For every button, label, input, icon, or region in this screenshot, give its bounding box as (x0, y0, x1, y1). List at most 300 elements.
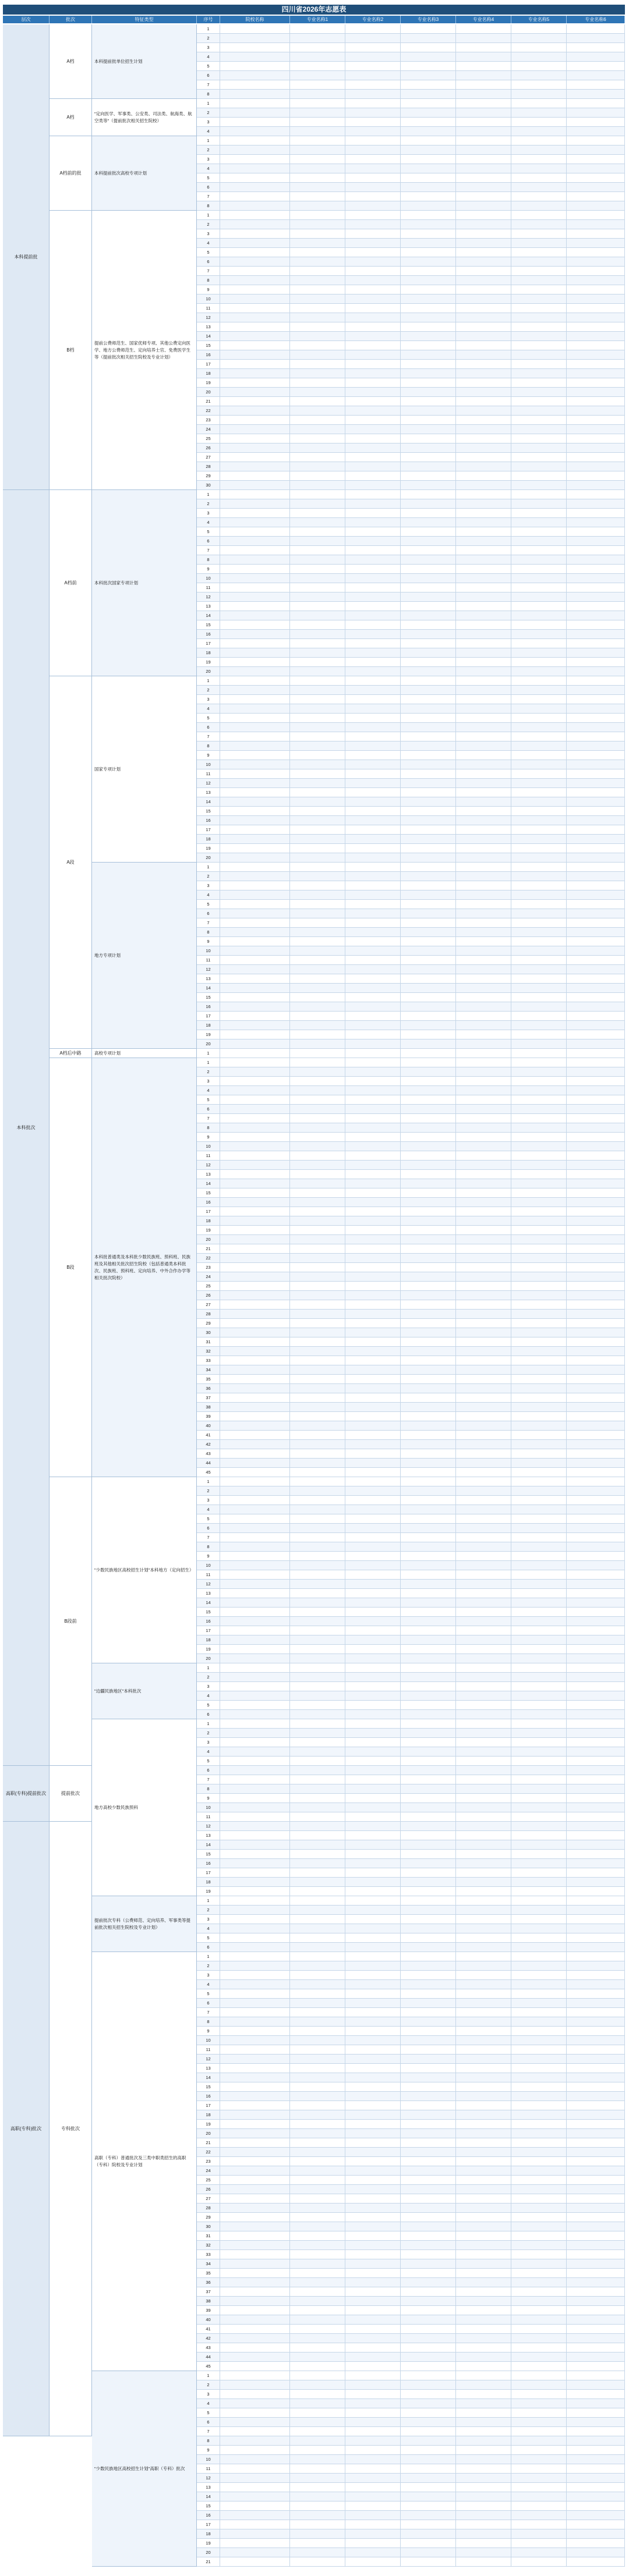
major-name-input[interactable] (401, 1915, 456, 1924)
major-name-input[interactable] (290, 2511, 345, 2520)
major-name-input[interactable] (456, 2483, 511, 2492)
major-name-input[interactable] (511, 2176, 567, 2184)
major-name-input[interactable] (567, 527, 625, 536)
major-name-input[interactable] (511, 1347, 567, 1356)
major-name-input[interactable] (345, 1188, 401, 1197)
school-name-input[interactable] (220, 2315, 290, 2324)
school-name-input[interactable] (220, 34, 290, 42)
major-name-input[interactable] (401, 1561, 456, 1570)
major-name-input[interactable] (290, 1859, 345, 1868)
major-name-input[interactable] (290, 1030, 345, 1039)
major-name-input[interactable] (456, 1375, 511, 1383)
major-name-input[interactable] (567, 574, 625, 583)
major-name-input[interactable] (290, 1095, 345, 1104)
major-name-input[interactable] (567, 2269, 625, 2277)
major-name-input[interactable] (456, 1729, 511, 1737)
major-name-input[interactable] (345, 630, 401, 638)
major-name-input[interactable] (456, 2455, 511, 2464)
major-name-input[interactable] (456, 2325, 511, 2333)
major-name-input[interactable] (511, 695, 567, 704)
major-name-input[interactable] (567, 723, 625, 732)
major-name-input[interactable] (401, 1999, 456, 2007)
major-name-input[interactable] (401, 620, 456, 629)
major-name-input[interactable] (290, 1673, 345, 1681)
major-name-input[interactable] (345, 1933, 401, 1942)
major-name-input[interactable] (567, 229, 625, 238)
major-name-input[interactable] (401, 443, 456, 452)
major-name-input[interactable] (401, 239, 456, 247)
major-name-input[interactable] (345, 2502, 401, 2510)
school-name-input[interactable] (220, 2390, 290, 2398)
major-name-input[interactable] (511, 2427, 567, 2436)
school-name-input[interactable] (220, 1235, 290, 1244)
major-name-input[interactable] (290, 1533, 345, 1542)
major-name-input[interactable] (345, 993, 401, 1002)
major-name-input[interactable] (290, 1319, 345, 1328)
major-name-input[interactable] (401, 2455, 456, 2464)
major-name-input[interactable] (401, 2241, 456, 2249)
major-name-input[interactable] (290, 844, 345, 853)
major-name-input[interactable] (401, 304, 456, 313)
major-name-input[interactable] (567, 1878, 625, 1886)
major-name-input[interactable] (567, 1347, 625, 1356)
major-name-input[interactable] (290, 2334, 345, 2343)
major-name-input[interactable] (345, 816, 401, 825)
major-name-input[interactable] (456, 853, 511, 862)
major-name-input[interactable] (290, 490, 345, 499)
major-name-input[interactable] (456, 2399, 511, 2408)
major-name-input[interactable] (567, 2287, 625, 2296)
major-name-input[interactable] (456, 2120, 511, 2128)
major-name-input[interactable] (290, 816, 345, 825)
major-name-input[interactable] (290, 2343, 345, 2352)
major-name-input[interactable] (401, 1300, 456, 1309)
major-name-input[interactable] (511, 481, 567, 489)
major-name-input[interactable] (345, 2427, 401, 2436)
major-name-input[interactable] (401, 1924, 456, 1933)
school-name-input[interactable] (220, 1533, 290, 1542)
school-name-input[interactable] (220, 2297, 290, 2305)
major-name-input[interactable] (567, 1058, 625, 1067)
major-name-input[interactable] (456, 797, 511, 806)
school-name-input[interactable] (220, 853, 290, 862)
major-name-input[interactable] (511, 583, 567, 592)
major-name-input[interactable] (567, 499, 625, 508)
school-name-input[interactable] (220, 1337, 290, 1346)
major-name-input[interactable] (345, 2194, 401, 2203)
major-name-input[interactable] (456, 2287, 511, 2296)
major-name-input[interactable] (290, 2464, 345, 2473)
major-name-input[interactable] (511, 611, 567, 620)
major-name-input[interactable] (345, 853, 401, 862)
major-name-input[interactable] (290, 1691, 345, 1700)
major-name-input[interactable] (401, 1887, 456, 1896)
major-name-input[interactable] (456, 1626, 511, 1635)
major-name-input[interactable] (401, 294, 456, 303)
major-name-input[interactable] (290, 80, 345, 89)
major-name-input[interactable] (511, 1580, 567, 1588)
major-name-input[interactable] (345, 732, 401, 741)
major-name-input[interactable] (345, 1486, 401, 1495)
major-name-input[interactable] (567, 239, 625, 247)
major-name-input[interactable] (567, 443, 625, 452)
major-name-input[interactable] (401, 807, 456, 815)
major-name-input[interactable] (290, 1365, 345, 1374)
major-name-input[interactable] (456, 388, 511, 396)
major-name-input[interactable] (567, 2399, 625, 2408)
major-name-input[interactable] (345, 946, 401, 955)
major-name-input[interactable] (290, 574, 345, 583)
major-name-input[interactable] (345, 1021, 401, 1030)
major-name-input[interactable] (290, 1496, 345, 1505)
major-name-input[interactable] (567, 909, 625, 918)
major-name-input[interactable] (511, 341, 567, 350)
major-name-input[interactable] (456, 211, 511, 219)
major-name-input[interactable] (401, 1459, 456, 1467)
school-name-input[interactable] (220, 1561, 290, 1570)
major-name-input[interactable] (290, 546, 345, 555)
major-name-input[interactable] (511, 1775, 567, 1784)
major-name-input[interactable] (456, 1822, 511, 1830)
school-name-input[interactable] (220, 546, 290, 555)
major-name-input[interactable] (401, 108, 456, 117)
major-name-input[interactable] (511, 1906, 567, 1914)
major-name-input[interactable] (567, 620, 625, 629)
major-name-input[interactable] (456, 1794, 511, 1803)
major-name-input[interactable] (456, 1812, 511, 1821)
major-name-input[interactable] (567, 639, 625, 648)
major-name-input[interactable] (401, 1514, 456, 1523)
major-name-input[interactable] (511, 1729, 567, 1737)
major-name-input[interactable] (567, 1868, 625, 1877)
major-name-input[interactable] (401, 1691, 456, 1700)
major-name-input[interactable] (345, 779, 401, 787)
major-name-input[interactable] (401, 2483, 456, 2492)
major-name-input[interactable] (567, 1207, 625, 1216)
major-name-input[interactable] (345, 1691, 401, 1700)
major-name-input[interactable] (456, 90, 511, 98)
school-name-input[interactable] (220, 2399, 290, 2408)
major-name-input[interactable] (290, 686, 345, 694)
major-name-input[interactable] (456, 2027, 511, 2035)
major-name-input[interactable] (511, 397, 567, 406)
major-name-input[interactable] (401, 602, 456, 611)
major-name-input[interactable] (345, 974, 401, 983)
major-name-input[interactable] (401, 1635, 456, 1644)
major-name-input[interactable] (401, 1067, 456, 1076)
major-name-input[interactable] (567, 630, 625, 638)
major-name-input[interactable] (345, 43, 401, 52)
major-name-input[interactable] (290, 863, 345, 871)
major-name-input[interactable] (401, 2557, 456, 2566)
major-name-input[interactable] (511, 639, 567, 648)
school-name-input[interactable] (220, 1440, 290, 1449)
major-name-input[interactable] (456, 1552, 511, 1560)
major-name-input[interactable] (567, 2343, 625, 2352)
major-name-input[interactable] (290, 2390, 345, 2398)
major-name-input[interactable] (345, 220, 401, 229)
major-name-input[interactable] (401, 918, 456, 927)
major-name-input[interactable] (456, 108, 511, 117)
major-name-input[interactable] (456, 1570, 511, 1579)
major-name-input[interactable] (456, 322, 511, 331)
school-name-input[interactable] (220, 2306, 290, 2315)
major-name-input[interactable] (401, 90, 456, 98)
major-name-input[interactable] (290, 928, 345, 936)
major-name-input[interactable] (511, 574, 567, 583)
school-name-input[interactable] (220, 732, 290, 741)
major-name-input[interactable] (290, 1347, 345, 1356)
major-name-input[interactable] (567, 322, 625, 331)
school-name-input[interactable] (220, 583, 290, 592)
major-name-input[interactable] (456, 285, 511, 294)
major-name-input[interactable] (511, 807, 567, 815)
major-name-input[interactable] (290, 1002, 345, 1011)
school-name-input[interactable] (220, 2120, 290, 2128)
school-name-input[interactable] (220, 1608, 290, 1616)
major-name-input[interactable] (567, 1552, 625, 1560)
major-name-input[interactable] (567, 1114, 625, 1123)
major-name-input[interactable] (345, 2520, 401, 2529)
major-name-input[interactable] (345, 1766, 401, 1775)
school-name-input[interactable] (220, 118, 290, 126)
major-name-input[interactable] (456, 2502, 511, 2510)
major-name-input[interactable] (401, 1766, 456, 1775)
major-name-input[interactable] (401, 2101, 456, 2110)
major-name-input[interactable] (401, 2529, 456, 2538)
major-name-input[interactable] (511, 1244, 567, 1253)
major-name-input[interactable] (456, 2222, 511, 2231)
major-name-input[interactable] (401, 2250, 456, 2259)
major-name-input[interactable] (456, 2390, 511, 2398)
major-name-input[interactable] (290, 676, 345, 685)
major-name-input[interactable] (511, 620, 567, 629)
major-name-input[interactable] (345, 2455, 401, 2464)
major-name-input[interactable] (345, 341, 401, 350)
major-name-input[interactable] (567, 537, 625, 545)
major-name-input[interactable] (567, 1282, 625, 1290)
major-name-input[interactable] (511, 1812, 567, 1821)
major-name-input[interactable] (401, 2259, 456, 2268)
major-name-input[interactable] (511, 2529, 567, 2538)
major-name-input[interactable] (290, 881, 345, 890)
major-name-input[interactable] (345, 807, 401, 815)
major-name-input[interactable] (345, 2092, 401, 2100)
major-name-input[interactable] (511, 546, 567, 555)
major-name-input[interactable] (401, 499, 456, 508)
major-name-input[interactable] (345, 2120, 401, 2128)
major-name-input[interactable] (456, 276, 511, 285)
school-name-input[interactable] (220, 267, 290, 275)
major-name-input[interactable] (456, 1896, 511, 1905)
school-name-input[interactable] (220, 2250, 290, 2259)
major-name-input[interactable] (456, 2064, 511, 2073)
major-name-input[interactable] (345, 1449, 401, 1458)
major-name-input[interactable] (345, 2436, 401, 2445)
school-name-input[interactable] (220, 1291, 290, 1300)
major-name-input[interactable] (401, 1533, 456, 1542)
major-name-input[interactable] (345, 667, 401, 676)
major-name-input[interactable] (567, 2194, 625, 2203)
school-name-input[interactable] (220, 1654, 290, 1663)
major-name-input[interactable] (511, 1002, 567, 1011)
major-name-input[interactable] (511, 2511, 567, 2520)
school-name-input[interactable] (220, 704, 290, 713)
major-name-input[interactable] (456, 2166, 511, 2175)
major-name-input[interactable] (401, 2185, 456, 2194)
major-name-input[interactable] (567, 1645, 625, 1654)
major-name-input[interactable] (345, 1049, 401, 1058)
major-name-input[interactable] (290, 1822, 345, 1830)
major-name-input[interactable] (456, 62, 511, 70)
major-name-input[interactable] (511, 1496, 567, 1505)
major-name-input[interactable] (290, 1039, 345, 1048)
major-name-input[interactable] (456, 1654, 511, 1663)
major-name-input[interactable] (511, 1179, 567, 1188)
school-name-input[interactable] (220, 918, 290, 927)
major-name-input[interactable] (345, 1822, 401, 1830)
major-name-input[interactable] (456, 1580, 511, 1588)
major-name-input[interactable] (567, 1077, 625, 1085)
major-name-input[interactable] (511, 462, 567, 471)
major-name-input[interactable] (511, 797, 567, 806)
major-name-input[interactable] (401, 835, 456, 843)
major-name-input[interactable] (511, 816, 567, 825)
major-name-input[interactable] (345, 1701, 401, 1709)
major-name-input[interactable] (567, 1952, 625, 1961)
school-name-input[interactable] (220, 1254, 290, 1262)
major-name-input[interactable] (511, 518, 567, 527)
major-name-input[interactable] (290, 1459, 345, 1467)
major-name-input[interactable] (456, 1971, 511, 1979)
major-name-input[interactable] (511, 2204, 567, 2212)
major-name-input[interactable] (290, 118, 345, 126)
school-name-input[interactable] (220, 844, 290, 853)
major-name-input[interactable] (567, 416, 625, 424)
school-name-input[interactable] (220, 443, 290, 452)
major-name-input[interactable] (401, 909, 456, 918)
major-name-input[interactable] (567, 1105, 625, 1113)
school-name-input[interactable] (220, 2353, 290, 2361)
school-name-input[interactable] (220, 2502, 290, 2510)
major-name-input[interactable] (345, 2055, 401, 2063)
major-name-input[interactable] (511, 1738, 567, 1747)
major-name-input[interactable] (290, 2194, 345, 2203)
major-name-input[interactable] (290, 2241, 345, 2249)
major-name-input[interactable] (401, 276, 456, 285)
major-name-input[interactable] (401, 2231, 456, 2240)
major-name-input[interactable] (511, 2166, 567, 2175)
school-name-input[interactable] (220, 1961, 290, 1970)
major-name-input[interactable] (345, 360, 401, 368)
major-name-input[interactable] (567, 565, 625, 573)
major-name-input[interactable] (290, 2287, 345, 2296)
major-name-input[interactable] (511, 1552, 567, 1560)
school-name-input[interactable] (220, 2036, 290, 2045)
major-name-input[interactable] (345, 2446, 401, 2454)
major-name-input[interactable] (567, 2427, 625, 2436)
major-name-input[interactable] (290, 62, 345, 70)
school-name-input[interactable] (220, 1766, 290, 1775)
major-name-input[interactable] (511, 118, 567, 126)
school-name-input[interactable] (220, 1412, 290, 1421)
major-name-input[interactable] (511, 2334, 567, 2343)
school-name-input[interactable] (220, 1356, 290, 1365)
school-name-input[interactable] (220, 1030, 290, 1039)
major-name-input[interactable] (345, 294, 401, 303)
major-name-input[interactable] (290, 537, 345, 545)
major-name-input[interactable] (345, 1505, 401, 1514)
major-name-input[interactable] (401, 1347, 456, 1356)
major-name-input[interactable] (290, 1412, 345, 1421)
major-name-input[interactable] (567, 1933, 625, 1942)
major-name-input[interactable] (511, 1412, 567, 1421)
major-name-input[interactable] (401, 1263, 456, 1272)
major-name-input[interactable] (345, 723, 401, 732)
major-name-input[interactable] (290, 1207, 345, 1216)
major-name-input[interactable] (511, 1598, 567, 1607)
major-name-input[interactable] (567, 1729, 625, 1737)
school-name-input[interactable] (220, 872, 290, 881)
major-name-input[interactable] (401, 2194, 456, 2203)
major-name-input[interactable] (456, 937, 511, 946)
major-name-input[interactable] (456, 1831, 511, 1840)
major-name-input[interactable] (511, 1449, 567, 1458)
major-name-input[interactable] (345, 2008, 401, 2017)
school-name-input[interactable] (220, 1673, 290, 1681)
major-name-input[interactable] (456, 2176, 511, 2184)
major-name-input[interactable] (401, 1878, 456, 1886)
school-name-input[interactable] (220, 1580, 290, 1588)
major-name-input[interactable] (567, 918, 625, 927)
major-name-input[interactable] (511, 425, 567, 434)
major-name-input[interactable] (290, 984, 345, 992)
major-name-input[interactable] (290, 2110, 345, 2119)
major-name-input[interactable] (401, 1719, 456, 1728)
major-name-input[interactable] (345, 1961, 401, 1970)
major-name-input[interactable] (290, 1468, 345, 1477)
major-name-input[interactable] (511, 1263, 567, 1272)
major-name-input[interactable] (401, 173, 456, 182)
major-name-input[interactable] (456, 2194, 511, 2203)
major-name-input[interactable] (567, 434, 625, 443)
major-name-input[interactable] (401, 1058, 456, 1067)
school-name-input[interactable] (220, 2287, 290, 2296)
major-name-input[interactable] (567, 1049, 625, 1058)
major-name-input[interactable] (456, 1952, 511, 1961)
major-name-input[interactable] (567, 1812, 625, 1821)
major-name-input[interactable] (345, 1067, 401, 1076)
major-name-input[interactable] (567, 1906, 625, 1914)
major-name-input[interactable] (401, 583, 456, 592)
school-name-input[interactable] (220, 2436, 290, 2445)
major-name-input[interactable] (401, 1012, 456, 1020)
major-name-input[interactable] (290, 1775, 345, 1784)
major-name-input[interactable] (511, 1067, 567, 1076)
school-name-input[interactable] (220, 788, 290, 797)
major-name-input[interactable] (345, 1999, 401, 2007)
major-name-input[interactable] (567, 1701, 625, 1709)
major-name-input[interactable] (345, 313, 401, 322)
major-name-input[interactable] (345, 2529, 401, 2538)
major-name-input[interactable] (290, 481, 345, 489)
major-name-input[interactable] (567, 1300, 625, 1309)
major-name-input[interactable] (456, 1691, 511, 1700)
major-name-input[interactable] (345, 2204, 401, 2212)
major-name-input[interactable] (401, 2092, 456, 2100)
school-name-input[interactable] (220, 639, 290, 648)
major-name-input[interactable] (290, 1161, 345, 1169)
